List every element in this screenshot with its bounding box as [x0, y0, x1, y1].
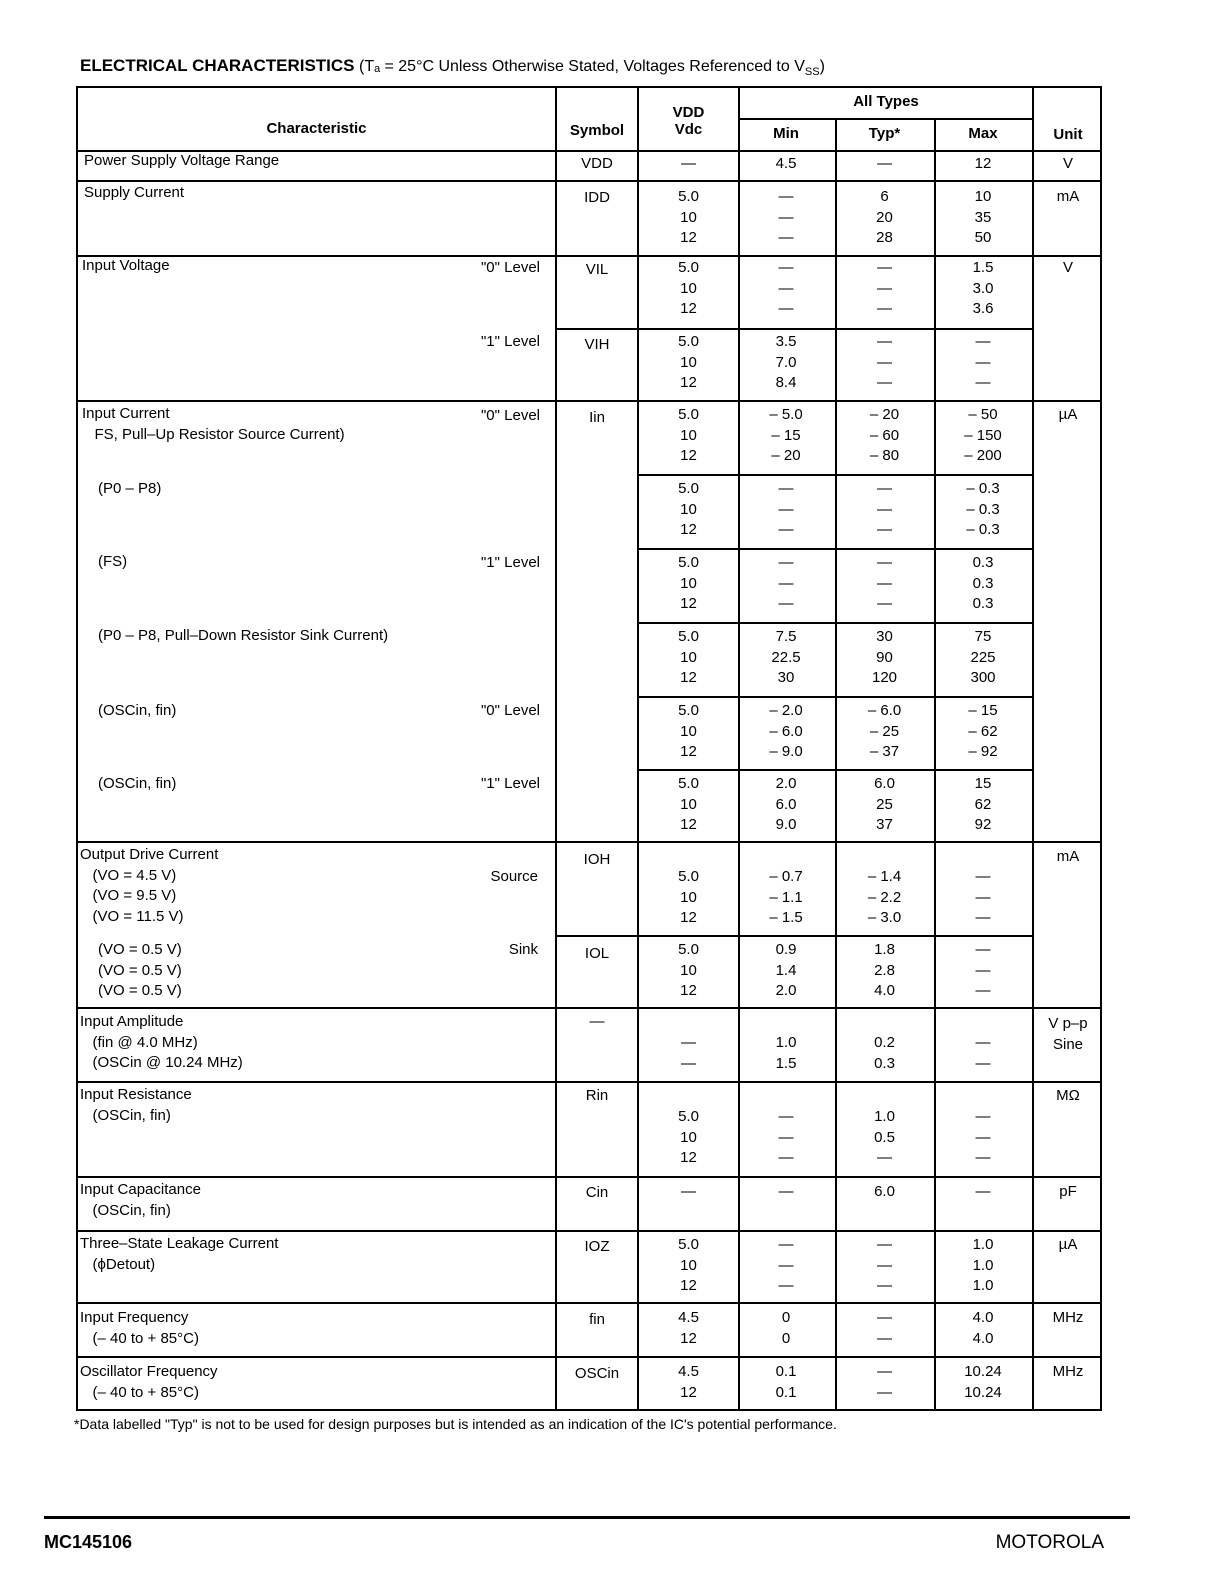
- row-input-current-c-max: 0.3 0.3 0.3: [972, 554, 994, 612]
- row-input-resistance-min: — — —: [778, 1108, 794, 1166]
- row-input-frequency-label: Input Frequency (– 40 to + 85°C): [80, 1309, 199, 1347]
- row-ioh-vdd: 5.0 10 12: [678, 868, 699, 926]
- row-vil-vdd: 5.0 10 12: [678, 259, 699, 317]
- row-input-current-e-typ: – 6.0 – 25 – 37: [867, 702, 902, 760]
- row-input-current-e-level: "0" Level: [480, 702, 540, 719]
- row-input-current-e-label: (OSCin, fin): [98, 702, 177, 719]
- row-output-drive-unit: mA: [1056, 848, 1080, 865]
- row-ioh-min: – 0.7 – 1.1 – 1.5: [769, 868, 803, 926]
- row-leakage-unit: µA: [1058, 1236, 1078, 1253]
- row-input-current-b-min: — — —: [778, 480, 794, 538]
- footer-rule: [44, 1516, 1130, 1519]
- row-input-current-b-label: (P0 – P8): [98, 480, 162, 497]
- row-oscillator-frequency-min: 0.1 0.1: [775, 1363, 797, 1401]
- row-output-drive-source: Source: [490, 868, 538, 885]
- row-input-capacitance-unit: pF: [1059, 1183, 1077, 1200]
- row-vil-max: 1.5 3.0 3.6: [972, 259, 994, 317]
- row-input-capacitance-label: Input Capacitance (OSCin, fin): [80, 1181, 201, 1219]
- row-leakage-symbol: IOZ: [584, 1238, 610, 1255]
- row-input-amplitude-typ: 0.2 0.3: [874, 1034, 895, 1072]
- row-input-current-f-level: "1" Level: [480, 775, 540, 792]
- row-input-amplitude-unit: V p–p Sine: [1048, 1015, 1088, 1053]
- row-oscillator-frequency-max: 10.24 10.24: [964, 1363, 1002, 1401]
- row-input-current-a-max: – 50 – 150 – 200: [964, 406, 1002, 464]
- row-power-supply-unit: V: [1062, 155, 1073, 172]
- row-input-current-c-typ: — — —: [877, 554, 892, 612]
- row-input-frequency-symbol: fin: [589, 1311, 605, 1328]
- row-input-current-d-vdd: 5.0 10 12: [678, 628, 699, 686]
- row-input-resistance-unit: MΩ: [1056, 1087, 1080, 1104]
- row-power-supply-label: Power Supply Voltage Range: [84, 152, 280, 169]
- row-input-current-d-min: 7.5 22.5 30: [771, 628, 801, 686]
- header-min: Min: [773, 125, 799, 142]
- header-symbol: Symbol: [569, 122, 625, 139]
- row-iol-vdd: 5.0 10 12: [678, 941, 699, 999]
- row-output-drive-sink: Sink: [508, 941, 538, 958]
- row-input-current-c-level: "1" Level: [480, 554, 540, 571]
- row-power-supply-max: 12: [974, 155, 992, 172]
- row-input-frequency-max: 4.0 4.0: [972, 1309, 994, 1347]
- row-input-current-d-max: 75 225 300: [970, 628, 996, 686]
- row-input-current-f-min: 2.0 6.0 9.0: [775, 775, 797, 833]
- row-supply-current-min: — — —: [778, 188, 794, 246]
- row-input-frequency-unit: MHz: [1052, 1309, 1084, 1326]
- row-supply-current-typ: 6 20 28: [876, 188, 893, 246]
- row-input-current-c-min: — — —: [778, 554, 794, 612]
- part-number: MC145106: [44, 1532, 133, 1552]
- row-input-current-d-label: (P0 – P8, Pull–Down Resistor Sink Current): [98, 627, 389, 644]
- row-input-current-a-typ: – 20 – 60 – 80: [869, 406, 900, 464]
- header-typ: Typ*: [868, 125, 901, 142]
- row-input-voltage-level-0: "0" Level: [480, 259, 540, 276]
- row-input-current-b-vdd: 5.0 10 12: [678, 480, 699, 538]
- row-input-resistance-max: — — —: [975, 1108, 991, 1166]
- row-input-current-unit: µA: [1058, 406, 1078, 423]
- row-vih-vdd: 5.0 10 12: [678, 333, 699, 391]
- section-title: ELECTRICAL CHARACTERISTICS (Tₐ = 25°C Unless Otherwise Stated, Voltages Referenced to $V_{SS}$): [80, 56, 825, 79]
- header-vdd: VDD Vdc: [672, 104, 705, 138]
- row-power-supply-typ: —: [877, 155, 892, 172]
- header-max: Max: [968, 125, 998, 142]
- row-input-current-e-max: – 15 – 62 – 92: [968, 702, 998, 760]
- electrical-characteristics-table: [76, 86, 1102, 1411]
- row-supply-current-vdd: 5.0 10 12: [678, 188, 699, 246]
- row-input-amplitude-min: 1.0 1.5: [775, 1034, 797, 1072]
- row-input-frequency-typ: — —: [877, 1309, 892, 1347]
- row-oscillator-frequency-vdd: 4.5 12: [678, 1363, 699, 1401]
- row-power-supply-vdd: —: [681, 155, 696, 172]
- row-input-current-f-vdd: 5.0 10 12: [678, 775, 699, 833]
- row-supply-current-max: 10 35 50: [974, 188, 992, 246]
- row-input-amplitude-vdd: — —: [681, 1034, 696, 1072]
- row-supply-current-label: Supply Current: [84, 184, 185, 201]
- row-power-supply-min: 4.5: [775, 155, 797, 172]
- row-iol-min: 0.9 1.4 2.0: [775, 941, 797, 999]
- row-input-resistance-vdd: 5.0 10 12: [678, 1108, 699, 1166]
- row-input-current-f-label: (OSCin, fin): [98, 775, 177, 792]
- row-input-amplitude-max: — —: [975, 1034, 991, 1072]
- row-vih-max: — — —: [975, 333, 991, 391]
- row-input-frequency-min: 0 0: [781, 1309, 791, 1347]
- row-vih-min: 3.5 7.0 8.4: [775, 333, 797, 391]
- row-vih-typ: — — —: [877, 333, 892, 391]
- row-leakage-min: — — —: [778, 1236, 794, 1294]
- row-supply-current-unit: mA: [1056, 188, 1080, 205]
- row-vil-symbol: VIL: [585, 261, 609, 278]
- row-input-current-d-typ: 30 90 120: [871, 628, 898, 686]
- row-iol-symbol: IOL: [584, 945, 610, 962]
- row-output-drive-label: Output Drive Current (VO = 4.5 V) (VO = 9.5 V) (VO = 11.5 V): [80, 846, 219, 925]
- row-input-current-f-typ: 6.0 25 37: [874, 775, 895, 833]
- row-vih-symbol: VIH: [584, 336, 610, 353]
- row-input-capacitance-symbol: Cin: [585, 1184, 609, 1201]
- row-leakage-vdd: 5.0 10 12: [678, 1236, 699, 1294]
- row-input-voltage-label: Input Voltage: [82, 257, 170, 274]
- row-input-amplitude-label: Input Amplitude (fin @ 4.0 MHz) (OSCin @ 10.24 MHz): [80, 1013, 243, 1071]
- row-iol-max: — — —: [975, 941, 991, 999]
- row-input-current-b-max: – 0.3 – 0.3 – 0.3: [966, 480, 1000, 538]
- row-input-capacitance-vdd: —: [681, 1183, 696, 1200]
- row-input-voltage-level-1: "1" Level: [480, 333, 540, 350]
- row-input-current-e-min: – 2.0 – 6.0 – 9.0: [769, 702, 803, 760]
- row-input-current-c-label: (FS): [98, 553, 128, 570]
- row-input-current-a-min: – 5.0 – 15 – 20: [769, 406, 803, 464]
- brand-name: MOTOROLA: [995, 1532, 1104, 1553]
- header-all-types: All Types: [853, 93, 919, 110]
- row-ioh-max: — — —: [975, 868, 991, 926]
- row-input-current-c-vdd: 5.0 10 12: [678, 554, 699, 612]
- row-input-current-symbol: Iin: [589, 409, 605, 426]
- row-leakage-label: Three–State Leakage Current (ϕDetout): [80, 1235, 279, 1273]
- row-input-frequency-vdd: 4.5 12: [678, 1309, 699, 1347]
- row-input-resistance-symbol: Rin: [585, 1087, 609, 1104]
- row-ioh-typ: – 1.4 – 2.2 – 3.0: [867, 868, 902, 926]
- row-input-amplitude-symbol: —: [589, 1013, 605, 1030]
- row-input-capacitance-typ: 6.0: [874, 1183, 895, 1200]
- row-input-current-b-typ: — — —: [877, 480, 892, 538]
- row-oscillator-frequency-unit: MHz: [1052, 1363, 1084, 1380]
- row-input-current-f-max: 15 62 92: [974, 775, 992, 833]
- row-vil-min: — — —: [778, 259, 794, 317]
- row-supply-current-symbol: IDD: [584, 189, 610, 206]
- row-iol-typ: 1.8 2.8 4.0: [874, 941, 895, 999]
- header-characteristic: Characteristic: [266, 120, 367, 137]
- row-leakage-max: 1.0 1.0 1.0: [972, 1236, 994, 1294]
- row-leakage-typ: — — —: [877, 1236, 892, 1294]
- row-power-supply-symbol: VDD: [581, 155, 613, 172]
- row-input-capacitance-min: —: [778, 1183, 794, 1200]
- row-output-sink-label: (VO = 0.5 V) (VO = 0.5 V) (VO = 0.5 V): [98, 941, 182, 999]
- row-input-resistance-typ: 1.0 0.5 —: [874, 1108, 895, 1166]
- row-input-current-label: Input Current FS, Pull–Up Resistor Source Current): [82, 405, 345, 443]
- row-oscillator-frequency-label: Oscillator Frequency (– 40 to + 85°C): [80, 1363, 218, 1401]
- row-oscillator-frequency-symbol: OSCin: [574, 1365, 620, 1382]
- header-unit: Unit: [1053, 126, 1083, 143]
- row-vil-typ: — — —: [877, 259, 892, 317]
- row-input-current-level-0: "0" Level: [480, 407, 540, 424]
- row-input-current-a-vdd: 5.0 10 12: [678, 406, 699, 464]
- row-oscillator-frequency-typ: — —: [877, 1363, 892, 1401]
- footnote: *Data labelled "Typ" is not to be used for design purposes but is intended as an indication of the IC's potential performance.: [74, 1416, 837, 1432]
- row-ioh-symbol: IOH: [583, 851, 611, 868]
- row-input-capacitance-max: —: [975, 1183, 991, 1200]
- row-input-voltage-unit: V: [1062, 259, 1073, 276]
- row-input-current-e-vdd: 5.0 10 12: [678, 702, 699, 760]
- row-input-resistance-label: Input Resistance (OSCin, fin): [80, 1086, 192, 1124]
